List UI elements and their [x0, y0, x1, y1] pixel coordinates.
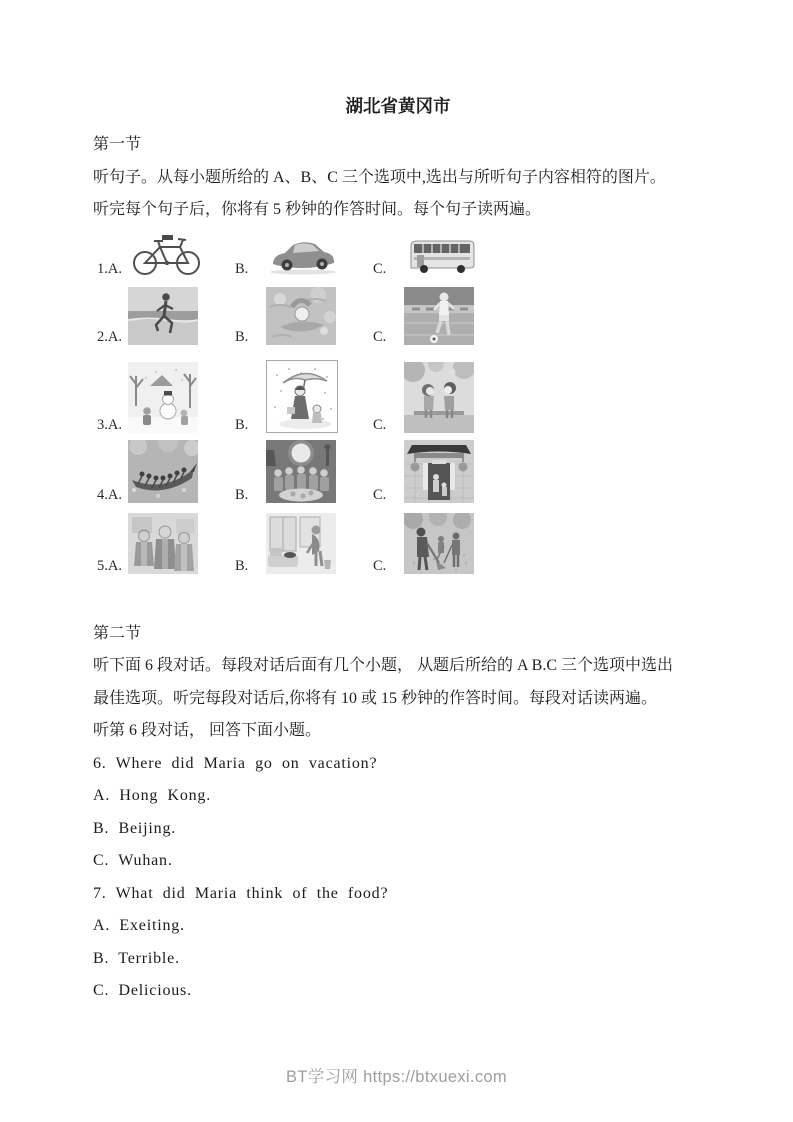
section1-instruction-line2: 听完每个句子后，你将有 5 秒钟的作答时间。每个句子读两遍。: [93, 201, 542, 218]
option-label: 2.A.: [97, 328, 122, 345]
question-7-option-b: B. Terrible.: [93, 949, 180, 967]
option-label: B.: [235, 486, 249, 503]
picture-question-row-5: [97, 513, 703, 574]
question3-option-b: [235, 360, 373, 433]
option-label: 4.A.: [97, 486, 122, 503]
question-6-option-a: A. Hong Kong.: [93, 787, 212, 804]
question5-option-b: [235, 513, 373, 574]
question-7-option-c: C. Delicious.: [93, 982, 192, 999]
section2-instruction-line1: 听下面 6 段对话。每段对话后面有几个小题， 从题后所给的 A B.C 三个选项中选出: [93, 657, 674, 674]
option-label: 1.A.: [97, 260, 122, 277]
bus-image: [404, 233, 478, 277]
picture-question-row-2: [97, 287, 703, 345]
question5-option-c: [373, 513, 511, 574]
option-label: C.: [373, 486, 387, 503]
page-title: 湖北省黄冈市: [345, 96, 451, 116]
umbrella-image: [266, 360, 338, 433]
question2-option-c: [373, 287, 511, 345]
children-sitting-image: [404, 362, 474, 433]
section2-instruction-line2: 最佳选项。听完每段对话后,你将有 10 或 15 秒钟的作答时间。每段对话读两遍。: [93, 689, 658, 707]
question4-option-a: [97, 440, 235, 503]
question-6-option-b: B. Beijing.: [93, 819, 177, 837]
festival-gate-image: [404, 440, 474, 503]
picture-question-row-4: [97, 440, 703, 503]
question-7-text: 7. What did Maria think of the food?: [93, 884, 389, 902]
snowman-image: [128, 362, 198, 433]
question-7-option-a: A. Exeiting.: [93, 917, 185, 934]
section2-instruction-line3: 听第 6 段对话， 回答下面小题。: [93, 722, 322, 739]
question1-option-c: [373, 233, 511, 277]
option-label: C.: [373, 416, 387, 433]
question-6-option-c: C. Wuhan.: [93, 852, 173, 869]
question2-option-b: [235, 287, 373, 345]
football-image: [404, 287, 474, 345]
section1-heading: 第一节: [93, 136, 142, 153]
family-dinner-image: [266, 440, 336, 503]
option-label: C.: [373, 260, 387, 277]
question4-option-c: [373, 440, 511, 503]
option-label: 5.A.: [97, 557, 122, 574]
option-label: 3.A.: [97, 416, 122, 433]
volunteers-image: [128, 513, 198, 574]
option-label: B.: [235, 328, 249, 345]
question3-option-a: [97, 362, 235, 433]
question3-option-c: [373, 362, 511, 433]
question4-option-b: [235, 440, 373, 503]
section2: [93, 618, 703, 1008]
picture-question-row-1: [97, 233, 703, 277]
option-label: C.: [373, 328, 387, 345]
bicycle-image: [128, 233, 202, 277]
option-label: C.: [373, 557, 387, 574]
picture-options-grid: [97, 233, 703, 574]
option-label: B.: [235, 557, 249, 574]
question-6-text: 6. Where did Maria go on vacation?: [93, 754, 378, 772]
running-image: [128, 287, 198, 345]
question1-option-b: [235, 233, 373, 277]
option-label: B.: [235, 260, 249, 277]
cleaning-room-image: [266, 513, 336, 574]
picture-question-row-3: [97, 360, 703, 433]
section1-instruction-line1: 听句子。从每小题所给的 A、B、C 三个选项中,选出与所听句子内容相符的图片。: [93, 168, 666, 186]
section2-heading: 第二节: [93, 624, 142, 642]
site-footer: BT学习网 https://btxuexi.com: [286, 1068, 507, 1086]
question2-option-a: [97, 287, 235, 345]
question5-option-a: [97, 513, 235, 574]
dragon-boat-image: [128, 440, 198, 503]
car-image: [266, 233, 340, 277]
option-label: B.: [235, 416, 249, 433]
swimming-image: [266, 287, 336, 345]
sweeping-street-image: [404, 513, 474, 574]
question1-option-a: [97, 233, 235, 277]
